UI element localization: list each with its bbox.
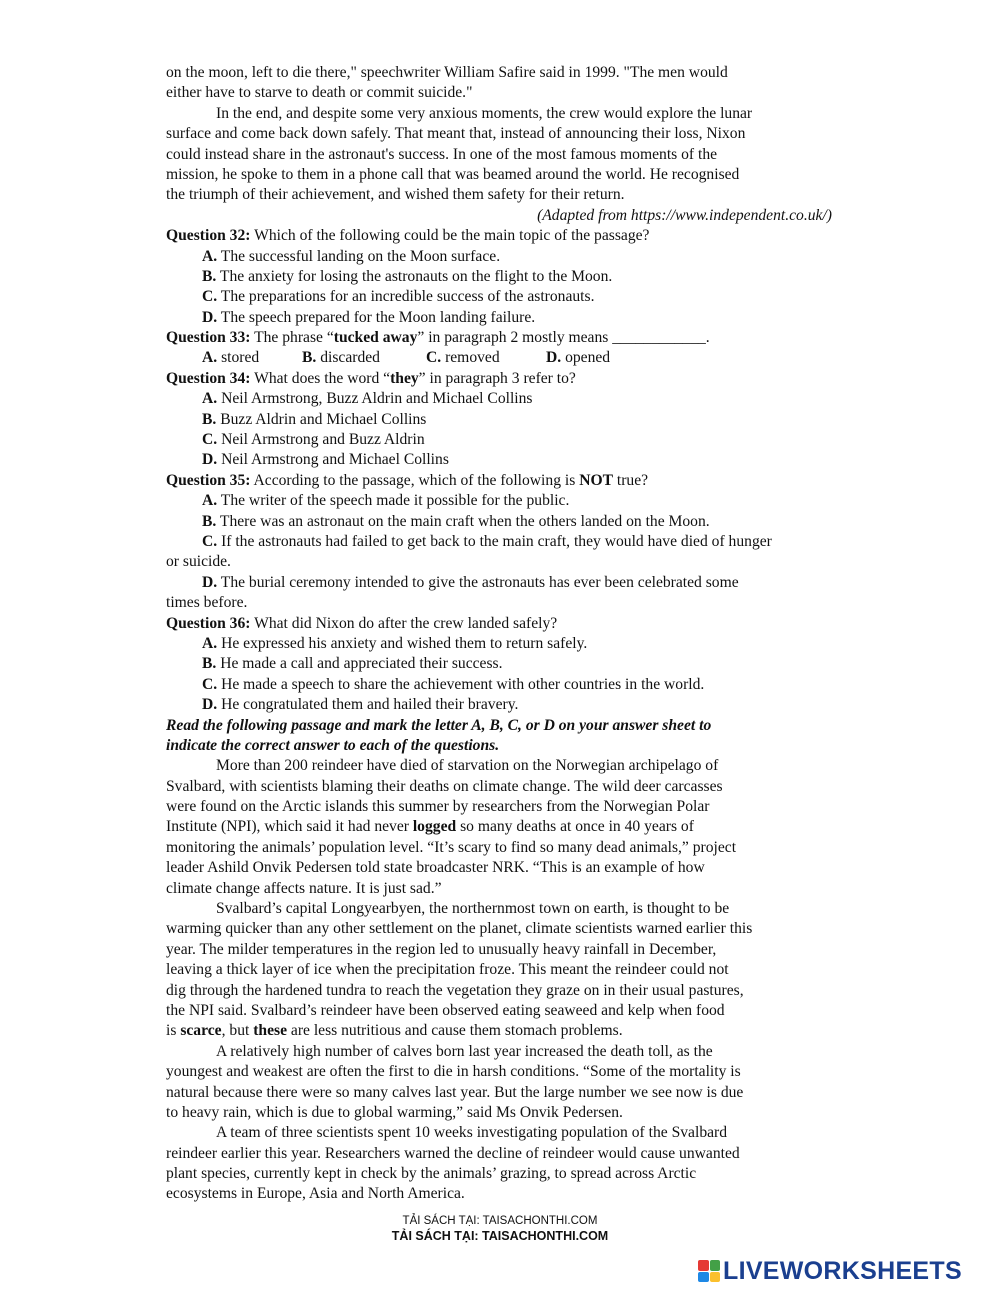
option-d[interactable]: D. Neil Armstrong and Michael Collins (202, 451, 449, 469)
option-c-continuation: or suicide. (166, 553, 231, 571)
option-b[interactable]: B. He made a call and appreciated their success. (202, 655, 503, 673)
brand-name: LIVEWORKSHEETS (723, 1256, 962, 1285)
option-d[interactable]: D. The burial ceremony intended to give the astronauts has ever been celebrated some (202, 573, 739, 591)
passage-line: leaving a thick layer of ice when the precipitation froze. This meant the reindeer could not (166, 961, 729, 979)
passage-line: A team of three scientists spent 10 weeks investigating population of the Svalbard (216, 1124, 728, 1142)
option-c[interactable]: C. The preparations for an incredible success of the astronauts. (202, 288, 595, 306)
passage-line: either have to starve to death or commit suicide." (166, 84, 473, 102)
passage-line: leader Ashild Onvik Pedersen told state broadcaster NRK. “This is an example of how (166, 859, 705, 877)
passage-line: surface and come back down safely. That meant that, instead of announcing their loss, Nixon (166, 125, 746, 143)
passage-line: natural because there were so many calves last year. But the large number we see now is due (166, 1083, 744, 1101)
option-b[interactable]: B. discarded (302, 349, 380, 367)
passage-line: could instead share in the astronaut's success. In one of the most famous moments of the (166, 145, 718, 163)
question-34: Question 34: What does the word “they” in paragraph 3 refer to? (166, 369, 576, 387)
liveworksheets-brand[interactable] (698, 1256, 962, 1286)
option-d[interactable]: D. opened (546, 349, 611, 367)
passage-line: Svalbard, with scientists blaming their deaths on climate change. The wild deer carcasses (166, 777, 723, 795)
passage-line: were found on the Arctic islands this summer by researchers from the Norwegian Polar (166, 798, 710, 816)
passage-line: youngest and weakest are often the first to die in harsh conditions. “Some of the mortality is (166, 1063, 741, 1081)
option-c[interactable]: C. If the astronauts had failed to get back to the main craft, they would have died of hunger (202, 532, 772, 550)
passage-line: A relatively high number of calves born last year increased the death toll, as the (216, 1042, 713, 1060)
option-b[interactable]: B. There was an astronaut on the main craft when the others landed on the Moon. (202, 512, 710, 530)
passage-line: to heavy rain, which is due to global warming,” said Ms Onvik Pedersen. (166, 1103, 623, 1121)
option-c[interactable]: C. removed (426, 349, 500, 367)
passage-line: on the moon, left to die there," speechwriter William Safire said in 1999. "The men would (166, 64, 728, 81)
option-d[interactable]: D. He congratulated them and hailed their bravery. (202, 696, 519, 714)
option-a[interactable]: A. stored (202, 349, 260, 367)
passage-line: warming quicker than any other settlement on the planet, climate scientists warned earlier this (166, 920, 753, 938)
passage-line: Svalbard’s capital Longyearbyen, the northernmost town on earth, is thought to be (216, 900, 730, 918)
option-b[interactable]: B. Buzz Aldrin and Michael Collins (202, 410, 427, 428)
instruction-line: indicate the correct answer to each of the questions. (166, 736, 500, 754)
passage-line: the NPI said. Svalbard’s reindeer have been observed eating seaweed and kelp when food (166, 1001, 725, 1019)
passage-line: is scarce, but these are less nutritious and cause them stomach problems. (166, 1022, 623, 1040)
option-d[interactable]: D. The speech prepared for the Moon landing failure. (202, 308, 536, 326)
question-text: Which of the following could be the main topic of the passage? (250, 227, 650, 245)
option-d-continuation: times before. (166, 594, 248, 612)
option-a[interactable]: A. The writer of the speech made it possible for the public. (202, 492, 570, 510)
question-36: Question 36: What did Nixon do after the crew landed safely? (166, 614, 558, 632)
question-label: Question 32: (166, 227, 251, 245)
option-b[interactable]: B. The anxiety for losing the astronauts on the flight to the Moon. (202, 267, 613, 285)
highlighted-word: these (253, 1022, 287, 1040)
passage-line: Institute (NPI), which said it had never logged so many deaths at once in 40 years of (166, 818, 694, 836)
option-c[interactable]: C. He made a speech to share the achievement with other countries in the world. (202, 675, 705, 693)
passage-line: In the end, and despite some very anxious moments, the crew would explore the lunar (216, 104, 753, 122)
worksheet-page (166, 63, 856, 1205)
passage-line: the triumph of their achievement, and wished them safety for their return. (166, 186, 625, 204)
question-33: Question 33: The phrase “tucked away” in paragraph 2 mostly means ____________. (166, 329, 710, 347)
liveworksheets-logo-icon (698, 1260, 720, 1282)
highlighted-word: scarce (180, 1022, 222, 1040)
question-33-options (166, 348, 856, 368)
option-a[interactable]: A. Neil Armstrong, Buzz Aldrin and Michael Collins (202, 390, 533, 408)
option-c[interactable]: C. Neil Armstrong and Buzz Aldrin (202, 431, 425, 449)
footer-download-note: TẢI SÁCH TẠI: TAISACHONTHI.COM (402, 1215, 598, 1227)
passage-line: monitoring the animals’ population level. “It’s scary to find so many dead animals,” project (166, 838, 737, 856)
footer-download-note-bold: TẢI SÁCH TẠI: TAISACHONTHI.COM (391, 1229, 609, 1243)
option-a[interactable]: A. He expressed his anxiety and wished them to return safely. (202, 634, 588, 652)
instruction-line: Read the following passage and mark the letter A, B, C, or D on your answer sheet to (166, 716, 712, 734)
passage-line: dig through the hardened tundra to reach the vegetation they graze on in their usual pastures, (166, 981, 744, 999)
passage-line: climate change affects nature. It is just sad.” (166, 879, 442, 897)
question-32 (166, 226, 856, 246)
passage-line: year. The milder temperatures in the region led to unusually heavy rainfall in December, (166, 940, 717, 958)
option-a[interactable]: A. The successful landing on the Moon surface. (202, 247, 501, 265)
passage-line: ecosystems in Europe, Asia and North America. (166, 1185, 465, 1203)
highlighted-word: logged (412, 818, 457, 836)
passage-line: More than 200 reindeer have died of starvation on the Norwegian archipelago of (216, 757, 719, 775)
passage-line: mission, he spoke to them in a phone call that was beamed around the world. He recognised (166, 165, 740, 183)
passage-line: reindeer earlier this year. Researchers warned the decline of reindeer would cause unwanted (166, 1144, 740, 1162)
source-citation: (Adapted from https://www.independent.co.uk/) (537, 206, 832, 224)
question-35: Question 35: According to the passage, which of the following is NOT true? (166, 471, 649, 489)
passage-line: plant species, currently kept in check by the animals’ grazing, to spread across Arctic (166, 1165, 697, 1183)
